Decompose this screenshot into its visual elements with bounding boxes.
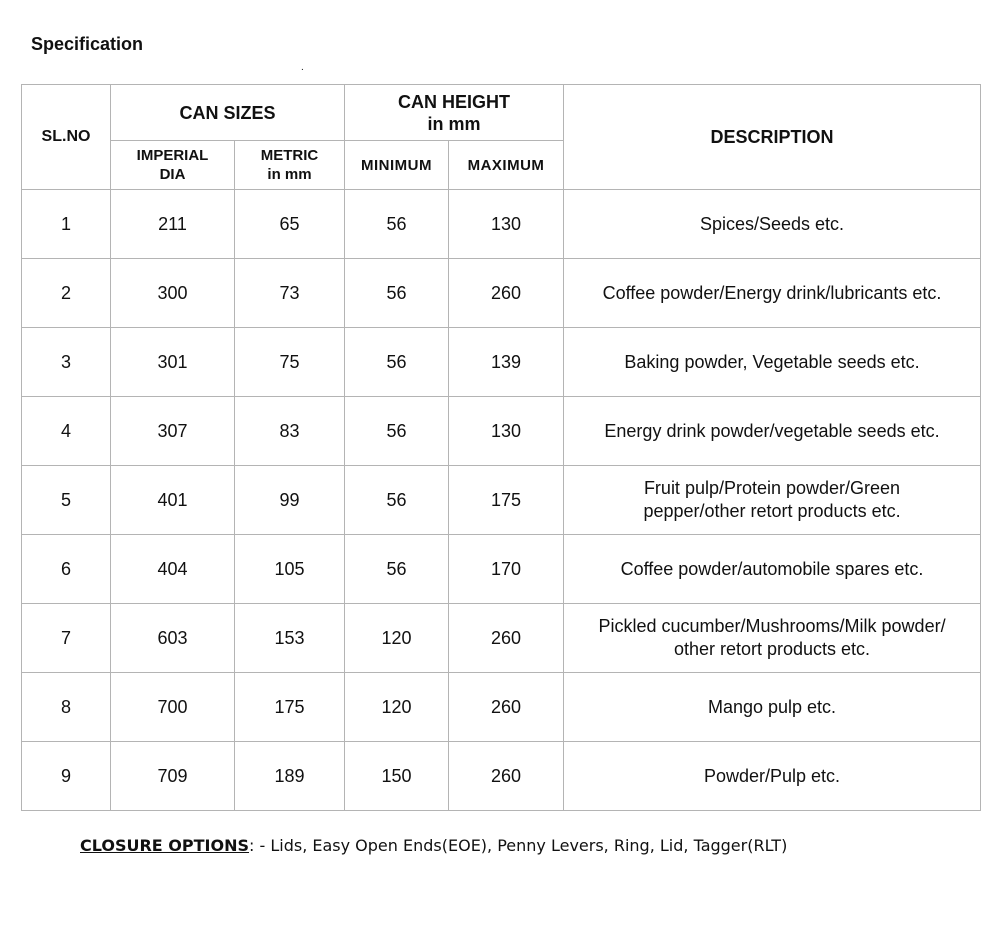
- cell-description: Spices/Seeds etc.: [564, 190, 981, 259]
- cell-min-height: 56: [345, 259, 449, 328]
- cell-description: Pickled cucumber/Mushrooms/Milk powder/ other retort products etc.: [564, 604, 981, 673]
- cell-imperial: 709: [111, 742, 235, 811]
- cell-imperial: 301: [111, 328, 235, 397]
- cell-description: Coffee powder/Energy drink/lubricants etc.: [564, 259, 981, 328]
- cell-imperial: 211: [111, 190, 235, 259]
- cell-max-height: 130: [449, 190, 564, 259]
- cell-max-height: 260: [449, 673, 564, 742]
- cell-metric: 83: [235, 397, 345, 466]
- cell-description: Mango pulp etc.: [564, 673, 981, 742]
- cell-min-height: 120: [345, 604, 449, 673]
- cell-description: Energy drink powder/vegetable seeds etc.: [564, 397, 981, 466]
- cell-max-height: 260: [449, 259, 564, 328]
- cell-sl-no: 6: [22, 535, 111, 604]
- cell-metric: 75: [235, 328, 345, 397]
- cell-description: Powder/Pulp etc.: [564, 742, 981, 811]
- cell-max-height: 170: [449, 535, 564, 604]
- table-row: [22, 742, 981, 811]
- can-height-line1: CAN HEIGHT: [398, 91, 511, 112]
- table-row: [22, 190, 981, 259]
- cell-metric: 153: [235, 604, 345, 673]
- header-minimum: MINIMUM: [345, 141, 449, 190]
- table-row: [22, 535, 981, 604]
- cell-sl-no: 8: [22, 673, 111, 742]
- cell-min-height: 150: [345, 742, 449, 811]
- header-description: DESCRIPTION: [564, 85, 981, 190]
- cell-sl-no: 2: [22, 259, 111, 328]
- cell-min-height: 56: [345, 190, 449, 259]
- cell-sl-no: 5: [22, 466, 111, 535]
- cell-max-height: 260: [449, 604, 564, 673]
- cell-sl-no: 4: [22, 397, 111, 466]
- cell-metric: 99: [235, 466, 345, 535]
- header-row-top: [22, 85, 981, 141]
- cell-metric: 175: [235, 673, 345, 742]
- table-row: [22, 604, 981, 673]
- cell-imperial: 603: [111, 604, 235, 673]
- closure-options-label: CLOSURE OPTIONS: [80, 836, 250, 855]
- cell-imperial: 401: [111, 466, 235, 535]
- header-maximum: MAXIMUM: [449, 141, 564, 190]
- cell-imperial: 404: [111, 535, 235, 604]
- cell-min-height: 56: [345, 397, 449, 466]
- header-imperial-dia: IMPERIAL DIA: [111, 141, 235, 190]
- closure-options-text: : - Lids, Easy Open Ends(EOE), Penny Levers, Ring, Lid, Tagger(RLT): [249, 836, 788, 855]
- closure-options: [80, 836, 787, 855]
- table-row: [22, 397, 981, 466]
- header-metric: METRIC in mm: [235, 141, 345, 190]
- cell-description: Fruit pulp/Protein powder/Green pepper/other retort products etc.: [564, 466, 981, 535]
- table-row: [22, 328, 981, 397]
- cell-sl-no: 9: [22, 742, 111, 811]
- cell-sl-no: 1: [22, 190, 111, 259]
- cell-min-height: 56: [345, 328, 449, 397]
- table-row: [22, 673, 981, 742]
- cell-max-height: 139: [449, 328, 564, 397]
- cell-max-height: 175: [449, 466, 564, 535]
- cell-sl-no: 7: [22, 604, 111, 673]
- cell-metric: 105: [235, 535, 345, 604]
- cell-imperial: 700: [111, 673, 235, 742]
- page-title: Specification: [31, 34, 144, 54]
- table-row: [22, 466, 981, 535]
- cell-imperial: 307: [111, 397, 235, 466]
- can-height-line2: in mm: [427, 113, 481, 134]
- header-sl-no: SL.NO: [22, 85, 111, 190]
- specification-table: [21, 84, 981, 811]
- cell-max-height: 260: [449, 742, 564, 811]
- cell-metric: 189: [235, 742, 345, 811]
- cell-imperial: 300: [111, 259, 235, 328]
- cell-description: Baking powder, Vegetable seeds etc.: [564, 328, 981, 397]
- cell-metric: 73: [235, 259, 345, 328]
- cell-max-height: 130: [449, 397, 564, 466]
- cell-min-height: 56: [345, 466, 449, 535]
- header-can-sizes: CAN SIZES: [111, 85, 345, 141]
- cell-sl-no: 3: [22, 328, 111, 397]
- cell-min-height: 56: [345, 535, 449, 604]
- table-row: [22, 259, 981, 328]
- cell-min-height: 120: [345, 673, 449, 742]
- stray-dot: .: [301, 62, 304, 73]
- cell-metric: 65: [235, 190, 345, 259]
- header-can-height: [345, 85, 564, 141]
- cell-description: Coffee powder/automobile spares etc.: [564, 535, 981, 604]
